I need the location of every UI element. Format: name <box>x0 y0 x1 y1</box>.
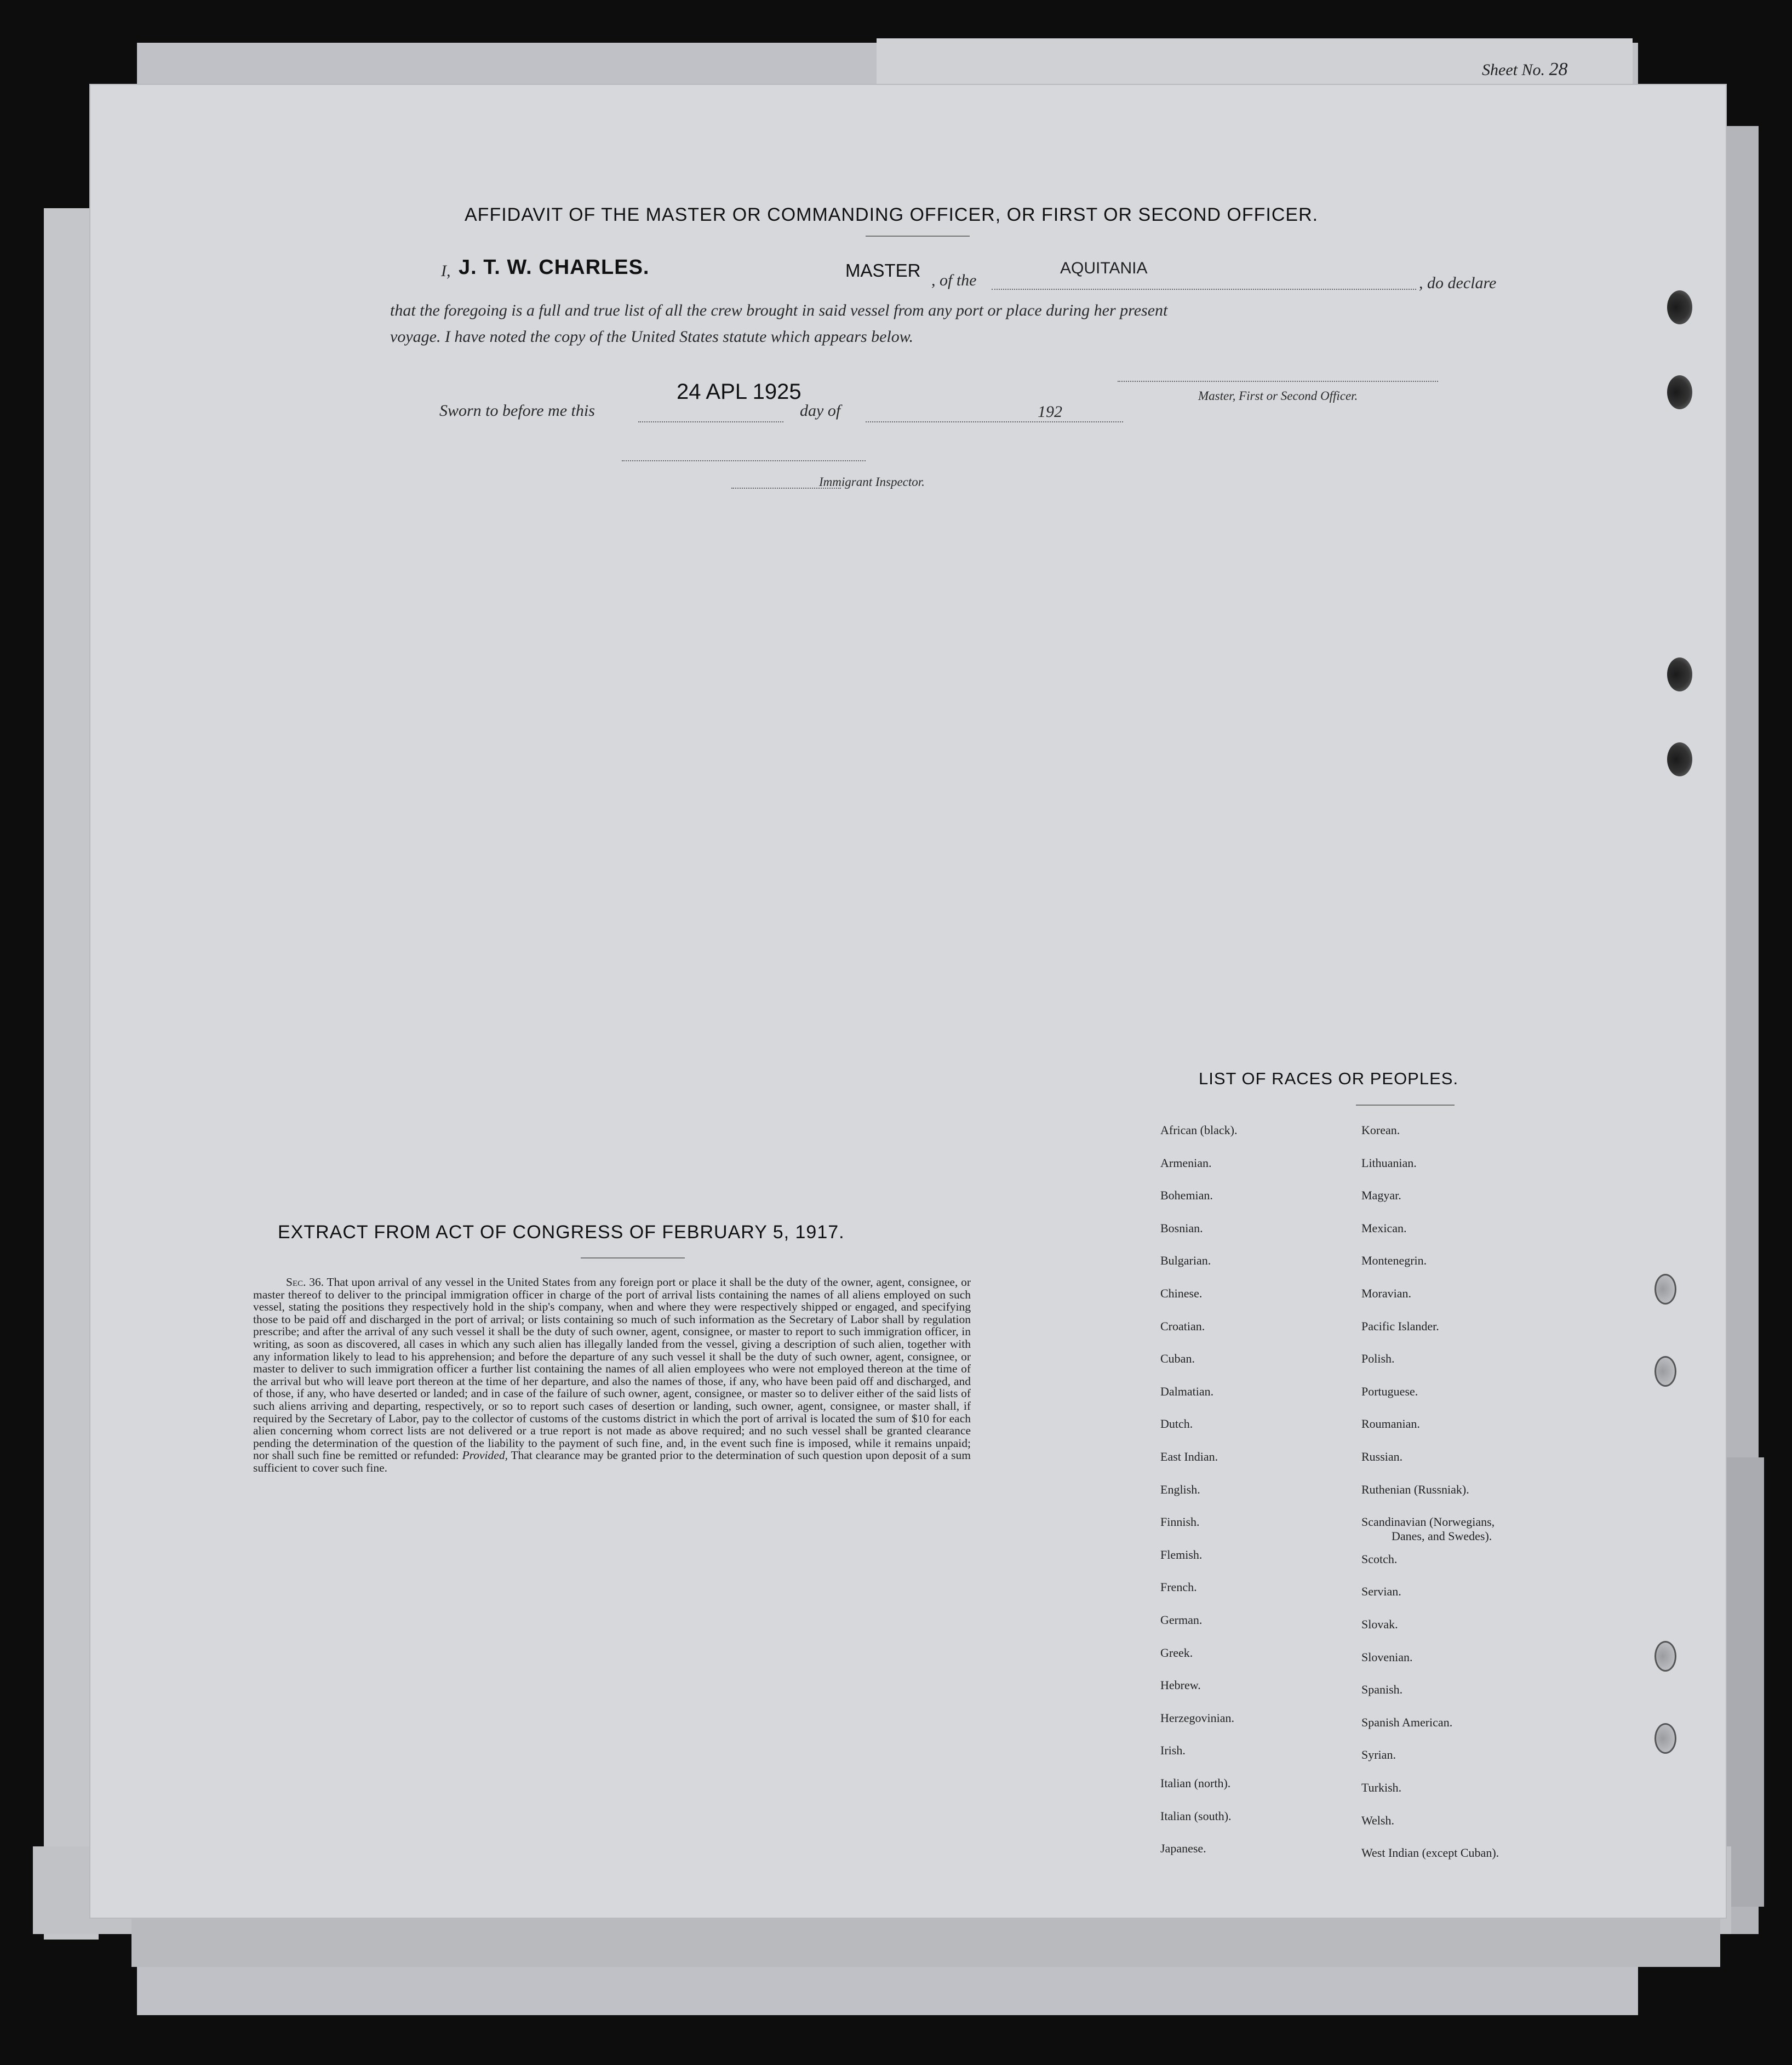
race-item: Korean. <box>1361 1123 1400 1137</box>
punch-hole <box>1667 290 1692 324</box>
race-item: Scotch. <box>1361 1552 1398 1566</box>
extract-heading: EXTRACT FROM ACT OF CONGRESS OF FEBRUARY 5, 1917. <box>278 1222 845 1243</box>
vessel-line <box>992 289 1416 290</box>
master-name-stamp: J. T. W. CHARLES. <box>459 256 650 279</box>
race-item: Italian (north). <box>1160 1776 1231 1790</box>
race-item: Croatian. <box>1160 1319 1205 1333</box>
section-number: Sec. 36. <box>286 1275 324 1289</box>
sheet-number-value: 28 <box>1549 59 1568 79</box>
race-item: Portuguese. <box>1361 1384 1418 1398</box>
signature-label: Master, First or Second Officer. <box>1198 389 1358 403</box>
statute-ending: That clearance may be granted prior to the determination of such question upon deposit of a sum sufficient to cover such fine. <box>253 1449 971 1474</box>
race-item: Scandinavian (Norwegians, <box>1361 1515 1495 1529</box>
inspector-label: Immigrant Inspector. <box>819 475 925 489</box>
race-item: Armenian. <box>1160 1156 1212 1170</box>
year-prefix: 192 <box>1038 403 1062 421</box>
race-item: Dalmatian. <box>1160 1384 1214 1398</box>
race-item: Russian. <box>1361 1450 1403 1463</box>
punch-hole <box>1654 1356 1676 1387</box>
of-the-label: , of the <box>931 271 977 289</box>
race-item: Danes, and Swedes). <box>1392 1529 1492 1543</box>
affidavit-line-3: voyage. I have noted the copy of the United States statute which appears below. <box>390 328 914 346</box>
race-item: Bulgarian. <box>1160 1254 1211 1268</box>
affidavit-i: I, <box>441 262 451 280</box>
race-item: Flemish. <box>1160 1547 1203 1561</box>
race-item: Roumanian. <box>1361 1417 1420 1431</box>
race-item: East Indian. <box>1160 1450 1218 1463</box>
underlying-page-right-edge <box>1726 1457 1764 1907</box>
race-item: Spanish American. <box>1361 1715 1453 1729</box>
race-item: Greek. <box>1160 1645 1193 1660</box>
sworn-label: Sworn to before me this <box>439 402 595 420</box>
race-item: Slovak. <box>1361 1617 1398 1631</box>
extract-divider <box>581 1257 685 1259</box>
statute-text <box>253 1276 971 1474</box>
race-item: Montenegrin. <box>1361 1254 1427 1268</box>
affidavit-heading: AFFIDAVIT OF THE MASTER OR COMMANDING OFFICER, OR FIRST OR SECOND OFFICER. <box>465 204 1319 225</box>
vessel-name-stamp: AQUITANIA <box>1060 259 1148 277</box>
race-item: Turkish. <box>1361 1781 1402 1794</box>
race-item: French. <box>1160 1580 1197 1594</box>
race-item: Mexican. <box>1361 1221 1407 1235</box>
manifest-page <box>90 85 1726 1918</box>
sworn-day-line <box>638 421 783 422</box>
inspector-signature-line <box>622 460 866 461</box>
do-declare-label: , do declare <box>1419 274 1497 292</box>
races-divider <box>1356 1105 1455 1106</box>
race-item: Lithuanian. <box>1361 1156 1417 1170</box>
race-item: African (black). <box>1160 1123 1238 1137</box>
punch-hole <box>1654 1723 1676 1754</box>
race-item: Herzegovinian. <box>1160 1711 1234 1725</box>
race-item: West Indian (except Cuban). <box>1361 1846 1499 1860</box>
proviso-word: Provided, <box>462 1449 508 1462</box>
race-item: Japanese. <box>1160 1841 1206 1856</box>
sheet-number <box>1482 59 1567 80</box>
rank-stamp: MASTER <box>845 260 921 281</box>
race-item: Bohemian. <box>1160 1188 1213 1203</box>
race-item: Hebrew. <box>1160 1678 1201 1692</box>
race-item: Servian. <box>1361 1584 1401 1599</box>
race-item: Magyar. <box>1361 1188 1401 1203</box>
race-item: Pacific Islander. <box>1361 1319 1439 1333</box>
race-item: Moravian. <box>1361 1286 1412 1300</box>
race-item: English. <box>1160 1482 1200 1496</box>
heading-divider <box>866 236 970 237</box>
races-heading: LIST OF RACES OR PEOPLES. <box>1199 1069 1459 1088</box>
race-item: Dutch. <box>1160 1417 1193 1431</box>
date-stamp: 24 APL 1925 <box>677 380 801 404</box>
affidavit-line-2: that the foregoing is a full and true list of all the crew brought in said vessel from any port or place during her present <box>390 301 1168 319</box>
race-item: Finnish. <box>1160 1515 1200 1529</box>
race-item: Slovenian. <box>1361 1650 1413 1664</box>
race-item: Cuban. <box>1160 1352 1195 1366</box>
race-item: Irish. <box>1160 1743 1186 1758</box>
race-item: Welsh. <box>1361 1813 1394 1827</box>
race-item: Syrian. <box>1361 1748 1396 1762</box>
day-of-label: day of <box>800 402 841 420</box>
signature-line <box>1118 381 1438 382</box>
race-item: Bosnian. <box>1160 1221 1203 1235</box>
month-line <box>866 421 1123 422</box>
race-item: Chinese. <box>1160 1286 1203 1300</box>
punch-hole <box>1654 1641 1676 1672</box>
punch-hole <box>1667 375 1692 409</box>
statute-body: That upon arrival of any vessel in the United States from any foreign port or place it shall be the duty of the owner, agent, consignee, or master thereof to deliver to the principal immigration officer in charge of the port of arrival lists containing the names of all aliens employed on such vessel, stating the positions they respectively hold in the ship's company, when and where they were respectively shipped or engaged, and specifying those to be paid off and discharged in the port of arrival; or lists containing so much of such information as the Secretary of Labor shall by regulation prescribe; and after the arrival of any such vessel it shall be the duty of such owner, agent, consignee, or master to report to such immigration officer, in writing, as soon as discovered, all cases in which any such alien has illegally landed from the vessel, giving a description of such alien, together with any information likely to lead to his apprehension; and before the departure of any such vessel it shall be the duty of such owner, agent, consignee, or master to deliver to such immigration officer a further list containing the names of all alien employees who were not employed thereon at the time of the arrival but who will leave port thereon at the time of her departure, and also the names of those, if any, who have been paid off and discharged, and of those, if any, who have deserted or landed; and in case of the failure of such owner, agent, consignee, or master so to deliver either of the said lists of such aliens arriving and departing, respectively, or so to report such cases of desertion or landing, such owner, agent, consignee, or master shall, if required by the Secretary of Labor, pay to the collector of customs of the customs district in which the port of arrival is located the sum of $10 for each alien concerning whom correct lists are not delivered or a true report is not made as above required; and no such vessel shall be granted clearance pending the determination of the question of the liability to the payment of such fine, and, in the event such fine is imposed, while it remains unpaid; nor shall such fine be remitted or refunded: <box>253 1275 971 1462</box>
sheet-number-label: Sheet No. <box>1482 61 1545 79</box>
race-item: Polish. <box>1361 1352 1395 1366</box>
race-item: German. <box>1160 1613 1203 1627</box>
punch-hole <box>1667 742 1692 776</box>
race-item: Italian (south). <box>1160 1809 1232 1823</box>
punch-hole <box>1654 1274 1676 1305</box>
race-item: Spanish. <box>1361 1683 1403 1697</box>
race-item: Ruthenian (Russniak). <box>1361 1482 1469 1496</box>
punch-hole <box>1667 657 1692 691</box>
